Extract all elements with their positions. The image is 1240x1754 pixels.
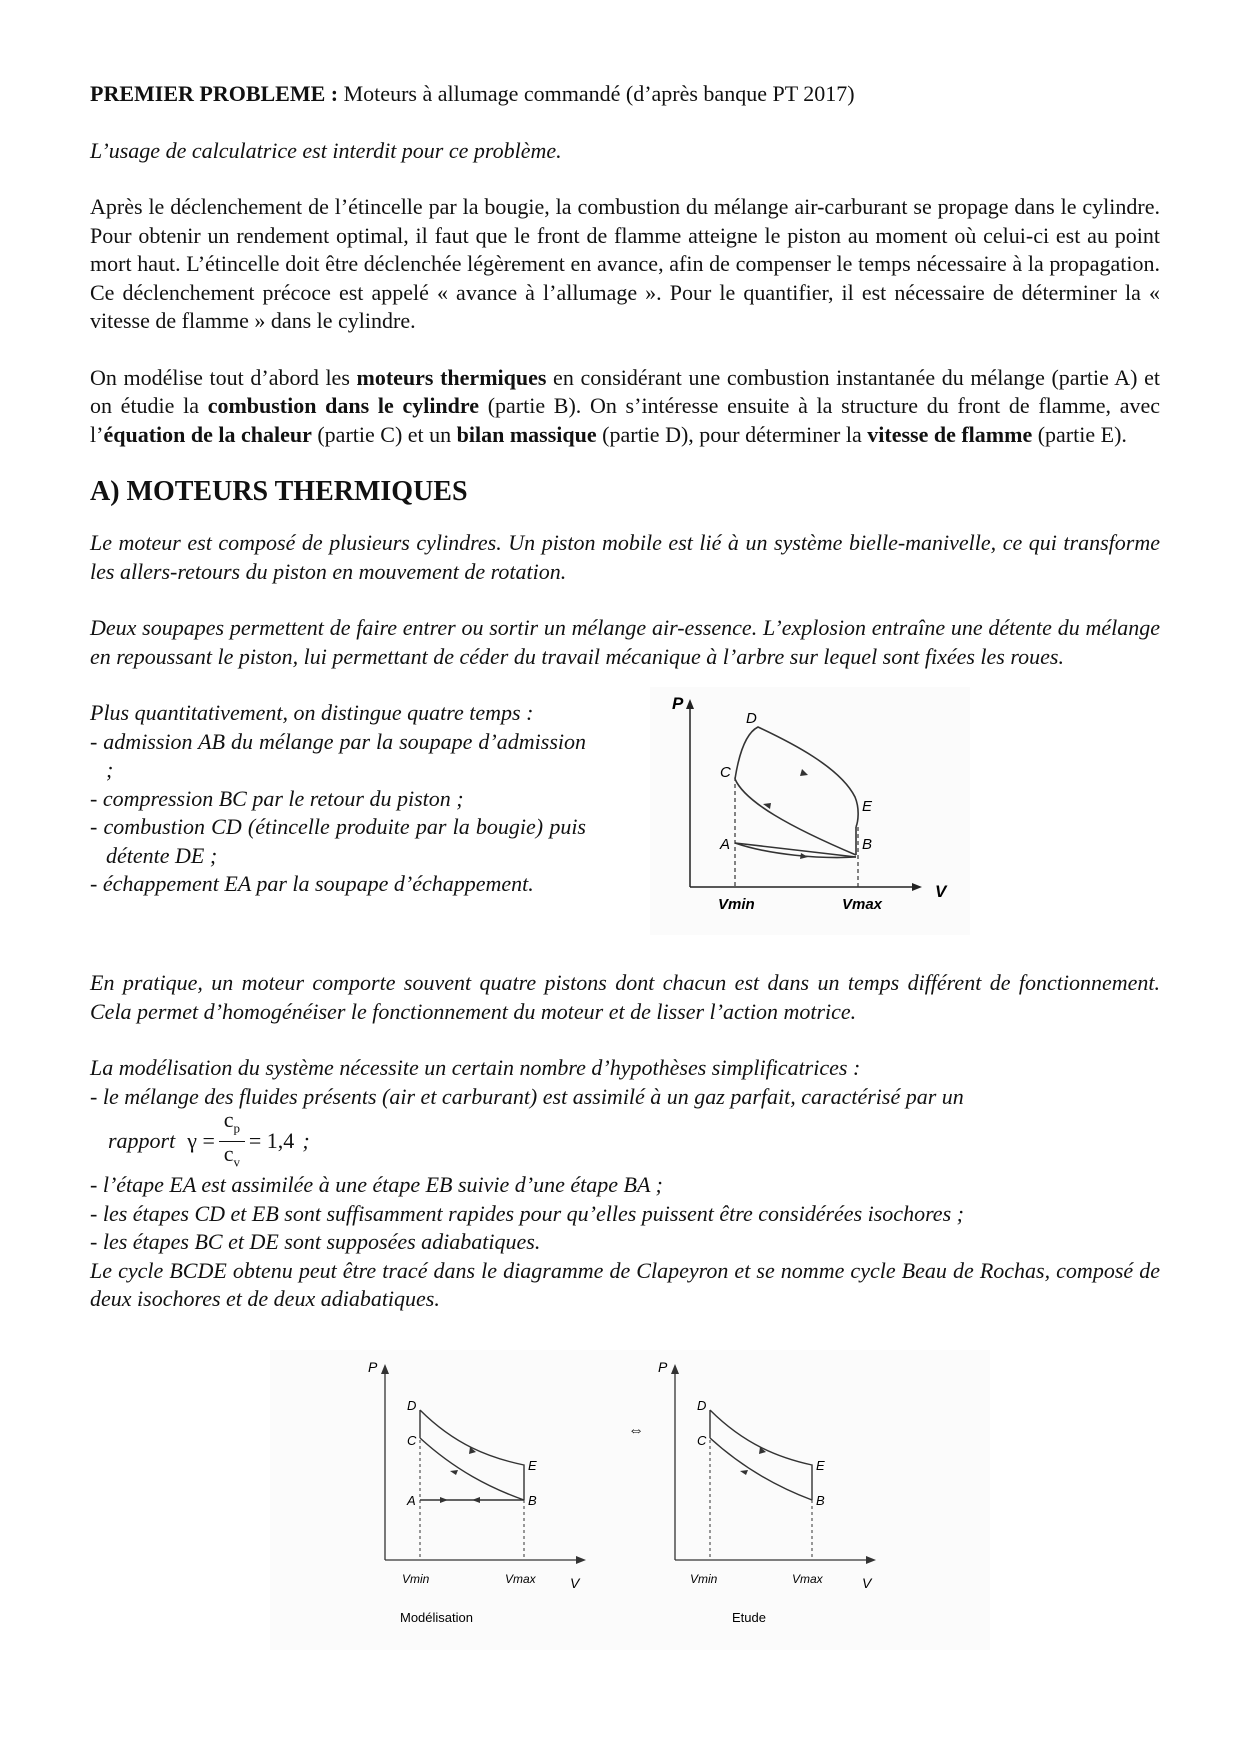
axis-p-label: P bbox=[672, 694, 684, 713]
section-a-paragraph-1: Le moteur est composé de plusieurs cylindres. Un piston mobile est lié à un système bielle-manivelle, ce qui transforme les allers-retours du piston en mouvement de rotation. bbox=[90, 530, 1160, 584]
hypothesis-4: - les étapes BC et DE sont supposées adiabatiques. bbox=[90, 1229, 541, 1254]
gamma-formula: rapport γ = $\frac{c_p}{c_v}$ = 1,4 ; bbox=[108, 1111, 1160, 1171]
intro-paragraph-1: Après le déclenchement de l’étincelle par la bougie, la combustion du mélange air-carburant se propage dans le cylindre. Pour obtenir un rendement optimal, il faut que le front de flamme atteigne le piston au moment où celui-ci est au point mort haut. L’étincelle doit être déclenchée légèrement en avance, afin de compenser le temps nécessaire à la propagation. Ce déclenchement précoce est appelé « avance à l’allumage ». Pour le quantifier, il est nécessaire de déterminer la « vitesse de flamme » dans le cylindre. bbox=[90, 194, 1160, 333]
svg-text:P: P bbox=[368, 1359, 378, 1375]
point-d-label: D bbox=[746, 710, 757, 727]
hypothesis-1: - le mélange des fluides présents (air et carburant) est assimilé à un gaz parfait, caractérisé par un bbox=[90, 1083, 964, 1109]
intro-paragraph-2: On modélise tout d’abord les moteurs thermiques en considérant une combustion instantanée du mélange (partie A) et on étudie la combustion dans le cylindre (partie B). On s’intéresse ensuite à la structure du front de flamme, avec l’équation de la chaleur (partie C) et un bilan massique (partie D), pour déterminer la vitesse de flamme (partie E). bbox=[90, 364, 1160, 447]
point-b-label: B bbox=[862, 836, 873, 853]
hypothesis-3: - les étapes CD et EB sont suffisamment rapides pour qu’elles puissent être considérées isochores ; bbox=[90, 1200, 964, 1226]
svg-text:V: V bbox=[862, 1575, 872, 1591]
list-item: - compression BC par le retour du piston ; bbox=[90, 785, 464, 811]
svg-text:B: B bbox=[528, 1493, 537, 1508]
calculator-note: L’usage de calculatrice est interdit pour ce problème. bbox=[90, 137, 562, 163]
beau-de-rochas-diagrams bbox=[270, 1350, 990, 1650]
svg-text:C: C bbox=[697, 1433, 707, 1448]
equivalence-symbol: ⇔ bbox=[628, 1422, 644, 1439]
problem-title: PREMIER PROBLEME : Moteurs à allumage commandé (d’après banque PT 2017) bbox=[90, 81, 855, 106]
modelisation-caption: Modélisation bbox=[400, 1610, 473, 1625]
point-e-label: E bbox=[862, 798, 873, 815]
section-a-heading: A) MOTEURS THERMIQUES bbox=[90, 476, 468, 507]
svg-text:E: E bbox=[816, 1458, 825, 1473]
svg-text:Vmax: Vmax bbox=[505, 1572, 536, 1586]
real-cycle-diagram bbox=[650, 687, 970, 935]
svg-text:P: P bbox=[658, 1359, 668, 1375]
section-a-paragraph-2: Deux soupapes permettent de faire entrer ou sortir un mélange air-essence. L’explosion entraîne une détente du mélange en repoussant le piston, lui permettant de céder du travail mécanique à l’arbre sur lequel sont fixées les roues. bbox=[90, 615, 1160, 669]
vmin-label: Vmin bbox=[718, 896, 755, 913]
list-item: - admission AB du mélange par la soupape d’admission ; bbox=[90, 728, 586, 782]
section-a-paragraph-3: En pratique, un moteur comporte souvent quatre pistons dont chacun est dans un temps différent de fonctionnement. Cela permet d’homogénéiser le fonctionnement du moteur et de lisser l’action motrice. bbox=[90, 970, 1160, 1024]
vmax-label: Vmax bbox=[842, 896, 883, 913]
point-a-label: A bbox=[720, 836, 731, 853]
svg-text:C: C bbox=[407, 1433, 417, 1448]
point-c-label: C bbox=[720, 764, 731, 781]
svg-text:Vmax: Vmax bbox=[792, 1572, 823, 1586]
etude-caption: Etude bbox=[732, 1610, 766, 1625]
svg-text:B: B bbox=[816, 1493, 825, 1508]
strokes-list bbox=[90, 728, 586, 899]
axis-v-label: V bbox=[935, 882, 947, 901]
svg-text:V: V bbox=[570, 1575, 580, 1591]
cycle-description: Le cycle BCDE obtenu peut être tracé dans le diagramme de Clapeyron et se nomme cycle Beau de Rochas, composé de deux isochores et de deux adiabatiques. bbox=[90, 1257, 1160, 1311]
hypothesis-2: - l’étape EA est assimilée à une étape EB suivie d’une étape BA ; bbox=[90, 1172, 663, 1197]
svg-text:D: D bbox=[407, 1398, 417, 1413]
four-strokes-block bbox=[90, 694, 1160, 955]
svg-text:Vmin: Vmin bbox=[690, 1572, 718, 1586]
four-strokes-intro: Plus quantitativement, on distingue quatre temps : bbox=[90, 700, 534, 725]
document-page bbox=[90, 80, 1160, 1314]
svg-text:Vmin: Vmin bbox=[402, 1572, 430, 1586]
svg-text:D: D bbox=[697, 1398, 707, 1413]
hypotheses-intro: La modélisation du système nécessite un certain nombre d’hypothèses simplificatrices : bbox=[90, 1055, 861, 1080]
gamma-fraction: $\frac{c_p}{c_v}$ bbox=[219, 1108, 245, 1174]
svg-text:A: A bbox=[407, 1493, 416, 1508]
list-item: - échappement EA par la soupape d’échappement. bbox=[90, 871, 534, 896]
svg-text:E: E bbox=[528, 1458, 537, 1473]
list-item: - combustion CD (étincelle produite par la bougie) puis détente DE ; bbox=[90, 814, 586, 868]
